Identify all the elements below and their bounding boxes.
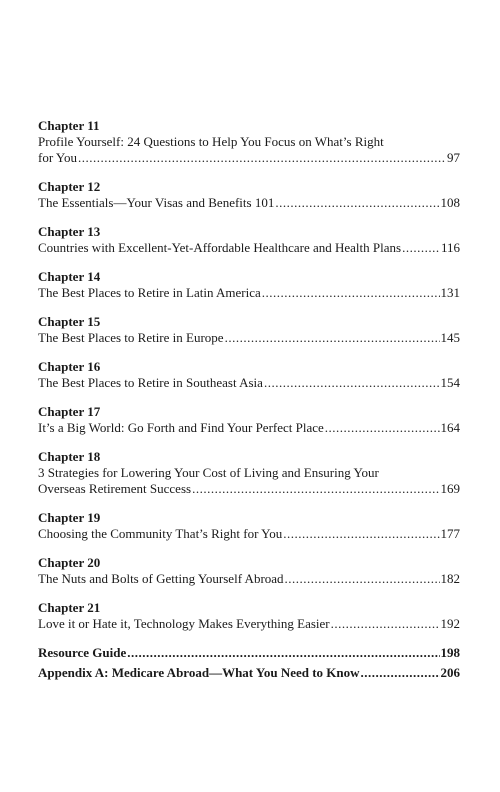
toc-entry[interactable] <box>38 224 460 256</box>
toc-extra-entry[interactable] <box>38 665 460 681</box>
dot-leader <box>361 665 440 681</box>
page-number: 164 <box>440 420 460 435</box>
chapter-title: The Best Places to Retire in Europe <box>38 330 224 345</box>
dot-leader <box>325 420 440 436</box>
chapter-label: Chapter 12 <box>38 179 101 194</box>
chapter-label: Chapter 14 <box>38 269 101 284</box>
chapter-title-row <box>38 420 460 436</box>
chapter-title: The Best Places to Retire in Southeast Asia <box>38 375 263 390</box>
toc-entry[interactable] <box>38 404 460 436</box>
chapter-title: The Essentials—Your Visas and Benefits 101 <box>38 195 275 210</box>
chapter-title-row <box>38 150 460 166</box>
chapter-title-row <box>38 285 460 301</box>
toc-entry[interactable] <box>38 510 460 542</box>
toc-entry[interactable] <box>38 269 460 301</box>
toc-entry[interactable] <box>38 600 460 632</box>
chapter-title-row <box>38 571 460 587</box>
page-number: 177 <box>440 526 460 541</box>
dot-leader <box>402 240 440 256</box>
chapter-label: Chapter 17 <box>38 404 101 419</box>
chapter-title-row <box>38 240 460 256</box>
dot-leader <box>331 616 440 632</box>
page-number: 169 <box>440 481 460 496</box>
chapter-title: The Nuts and Bolts of Getting Yourself Abroad <box>38 571 284 586</box>
page-number: 182 <box>440 571 460 586</box>
chapter-label: Chapter 18 <box>38 449 101 464</box>
dot-leader <box>127 645 439 661</box>
page-number: 145 <box>440 330 460 345</box>
chapter-label: Chapter 19 <box>38 510 101 525</box>
chapter-title-row <box>38 481 460 497</box>
chapter-title: The Best Places to Retire in Latin America <box>38 285 261 300</box>
toc-entry[interactable] <box>38 449 460 497</box>
table-of-contents <box>38 118 460 685</box>
toc-entry[interactable] <box>38 118 460 166</box>
toc-extra-entry[interactable] <box>38 645 460 661</box>
chapter-title-line: Profile Yourself: 24 Questions to Help You Focus on What’s Right <box>38 134 384 149</box>
dot-leader <box>275 195 439 211</box>
page-number: 198 <box>440 645 460 660</box>
chapter-title-line: 3 Strategies for Lowering Your Cost of Living and Ensuring Your <box>38 465 379 480</box>
dot-leader <box>283 526 439 542</box>
chapter-title-row <box>38 616 460 632</box>
dot-leader <box>285 571 440 587</box>
toc-entry[interactable] <box>38 314 460 346</box>
chapter-label: Chapter 20 <box>38 555 101 570</box>
chapter-label: Chapter 13 <box>38 224 101 239</box>
chapter-title-row <box>38 330 460 346</box>
page-number: 108 <box>440 195 460 210</box>
page-number: 116 <box>440 240 460 255</box>
page-number: 97 <box>447 150 460 165</box>
dot-leader <box>262 285 440 301</box>
extra-title: Resource Guide <box>38 645 127 660</box>
chapter-label: Chapter 15 <box>38 314 101 329</box>
toc-entry[interactable] <box>38 555 460 587</box>
page-number: 192 <box>440 616 460 631</box>
page-number: 206 <box>440 665 460 680</box>
extra-title: Appendix A: Medicare Abroad—What You Need to Know <box>38 665 360 680</box>
chapter-title: Overseas Retirement Success <box>38 481 192 496</box>
chapter-title: Love it or Hate it, Technology Makes Everything Easier <box>38 616 330 631</box>
dot-leader <box>78 150 446 166</box>
dot-leader <box>225 330 440 346</box>
dot-leader <box>192 481 439 497</box>
chapter-title: Countries with Excellent-Yet-Affordable Healthcare and Health Plans <box>38 240 402 255</box>
page-number: 154 <box>440 375 460 390</box>
toc-entry[interactable] <box>38 359 460 391</box>
page-number: 131 <box>440 285 460 300</box>
toc-entry[interactable] <box>38 179 460 211</box>
chapter-title-row <box>38 375 460 391</box>
chapter-title-row <box>38 526 460 542</box>
chapter-title: for You <box>38 150 78 165</box>
chapter-title-row <box>38 195 460 211</box>
chapter-title: Choosing the Community That’s Right for You <box>38 526 283 541</box>
chapter-label: Chapter 16 <box>38 359 101 374</box>
chapter-title: It’s a Big World: Go Forth and Find Your Perfect Place <box>38 420 324 435</box>
chapter-label: Chapter 11 <box>38 118 100 133</box>
dot-leader <box>264 375 440 391</box>
chapter-label: Chapter 21 <box>38 600 101 615</box>
